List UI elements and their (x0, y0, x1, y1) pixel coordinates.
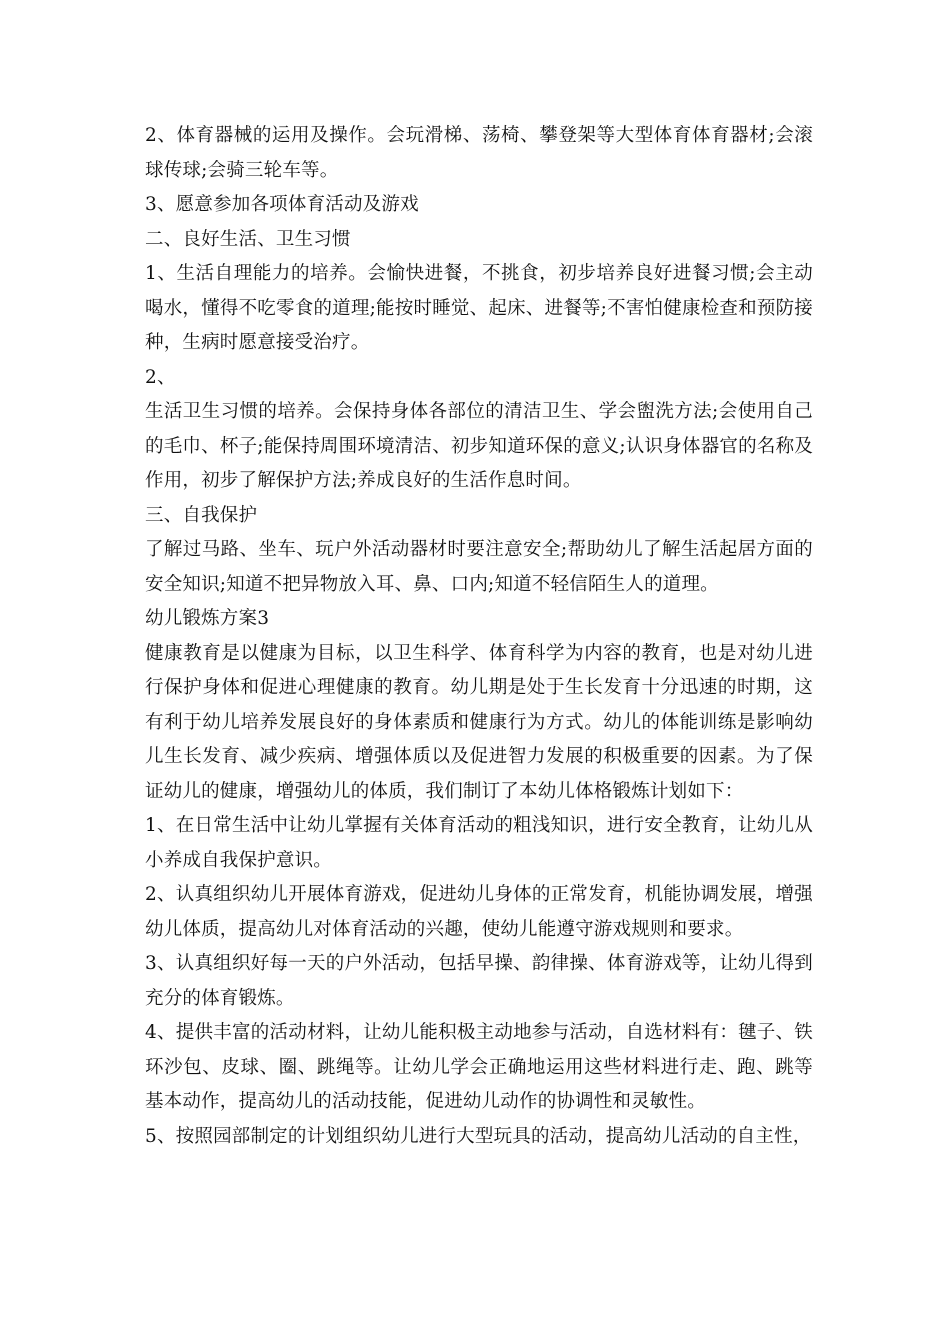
paragraph-safety-knowledge: 了解过马路、坐车、玩户外活动器材时要注意安全;帮助幼儿了解生活起居方面的安全知识;知道不把异物放入耳、鼻、口内;知道不轻信陌生人的道理。 (145, 539, 813, 595)
paragraph-self-care: 1、生活自理能力的培养。会愉快进餐，不挑食，初步培养良好进餐习惯;会主动喝水，懂得不吃零食的道理;能按时睡觉、起床、进餐等;不害怕健康检查和预防接种，生病时愿意接受治疗。 (145, 263, 813, 353)
paragraph-item-1: 1、在日常生活中让幼儿掌握有关体育活动的粗浅知识，进行安全教育，让幼儿从小养成自我保护意识。 (145, 815, 813, 871)
paragraph-health-education-intro: 健康教育是以健康为目标，以卫生科学、体育科学为内容的教育，也是对幼儿进行保护身体和促进心理健康的教育。幼儿期是处于生长发育十分迅速的时期，这有利于幼儿培养发展良好的身体素质和健康行为方式。幼儿的体能训练是影响幼儿生长发育、减少疾病、增强体质以及促进智力发展的积极重要的因素。为了保证幼儿的健康，增强幼儿的体质，我们制订了本幼儿体格锻炼计划如下： (145, 642, 813, 802)
paragraph-item-3: 3、认真组织好每一天的户外活动，包括早操、韵律操、体育游戏等，让幼儿得到充分的体育锻炼。 (145, 953, 813, 1009)
section-heading-self-protection: 三、自我保护 (145, 504, 258, 526)
paragraph-number-2: 2、 (145, 366, 176, 388)
paragraph-item-2: 2、认真组织幼儿开展体育游戏，促进幼儿身体的正常发育，机能协调发展，增强幼儿体质，提高幼儿对体育活动的兴趣，使幼儿能遵守游戏规则和要求。 (145, 884, 813, 940)
section-title-plan-3: 幼儿锻炼方案3 (145, 608, 270, 629)
paragraph-willing-to-participate: 3、愿意参加各项体育活动及游戏 (145, 194, 419, 215)
document-body (145, 119, 813, 1154)
paragraph-hygiene-habits: 生活卫生习惯的培养。会保持身体各部位的清洁卫生、学会盥洗方法;会使用自己的毛巾、杯子;能保持周围环境清洁、初步知道环保的意义;认识身体器官的名称及作用，初步了解保护方法;养成良好的生活作息时间。 (145, 401, 813, 491)
paragraph-item-5: 5、按照园部制定的计划组织幼儿进行大型玩具的活动，提高幼儿活动的自主性， (145, 1125, 812, 1147)
paragraph-equipment-operation: 2、体育器械的运用及操作。会玩滑梯、荡椅、攀登架等大型体育体育器材;会滚球传球;会骑三轮车等。 (145, 125, 813, 181)
paragraph-item-4: 4、提供丰富的活动材料，让幼儿能积极主动地参与活动，自选材料有：毽子、铁环沙包、皮球、圈、跳绳等。让幼儿学会正确地运用这些材料进行走、跑、跳等基本动作，提高幼儿的活动技能，促进幼儿动作的协调性和灵敏性。 (145, 1022, 813, 1112)
section-heading-living-habits: 二、良好生活、卫生习惯 (145, 228, 351, 250)
